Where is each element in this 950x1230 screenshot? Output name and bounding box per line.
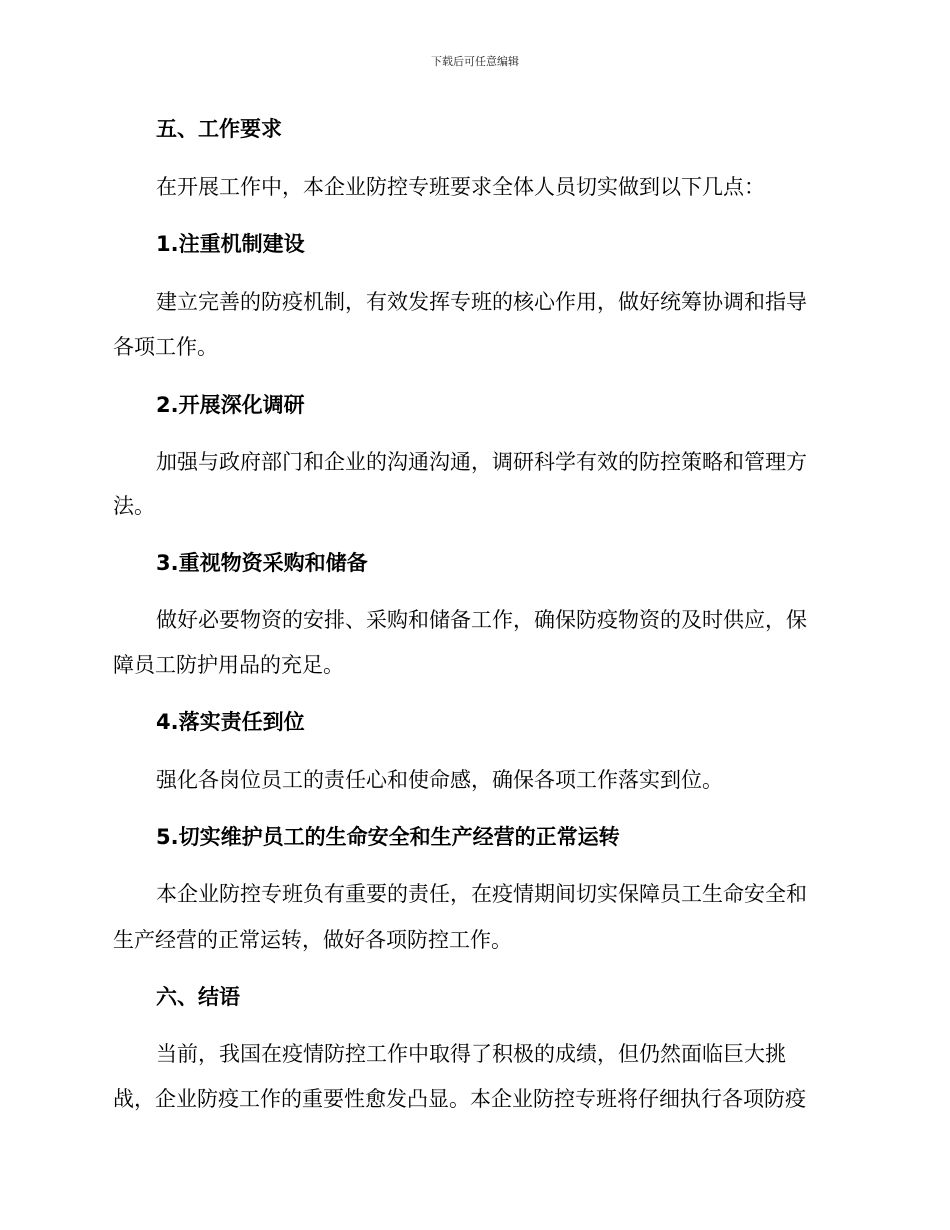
paragraph-line: 当前，我国在疫情防控工作中取得了积极的成绩，但仍然面临巨大挑 (156, 1042, 786, 1066)
paragraph-line: 在开展工作中，本企业防控专班要求全体人员切实做到以下几点： (156, 175, 765, 199)
paragraph-line: 生产经营的正常运转，做好各项防控工作。 (113, 928, 512, 952)
paragraph-line: 法。 (113, 494, 155, 518)
paragraph-line: 各项工作。 (113, 335, 218, 359)
subheading-materials: 3.重视物资采购和储备 (156, 551, 368, 575)
paragraph-line: 本企业防控专班负有重要的责任，在疫情期间切实保障员工生命安全和 (156, 882, 807, 906)
paragraph-line: 障员工防护用品的充足。 (113, 653, 344, 677)
paragraph-line: 强化各岗位员工的责任心和使命感，确保各项工作落实到位。 (156, 768, 723, 792)
page-header-note: 下载后可任意编辑 (431, 55, 519, 68)
paragraph-line: 做好必要物资的安排、采购和储备工作，确保防疫物资的及时供应，保 (156, 608, 807, 632)
subheading-mechanism: 1.注重机制建设 (156, 232, 305, 256)
subheading-responsibility: 4.落实责任到位 (156, 710, 305, 734)
subheading-safety-operations: 5.切实维护员工的生命安全和生产经营的正常运转 (156, 825, 620, 849)
paragraph-line: 战，企业防疫工作的重要性愈发凸显。本企业防控专班将仔细执行各项防疫 (113, 1087, 806, 1111)
section-heading-work-requirements: 五、工作要求 (156, 117, 282, 141)
section-heading-conclusion: 六、结语 (156, 985, 240, 1009)
subheading-research: 2.开展深化调研 (156, 393, 305, 417)
paragraph-line: 建立完善的防疫机制，有效发挥专班的核心作用，做好统筹协调和指导 (156, 290, 807, 314)
paragraph-line: 加强与政府部门和企业的沟通沟通，调研科学有效的防控策略和管理方 (156, 450, 807, 474)
